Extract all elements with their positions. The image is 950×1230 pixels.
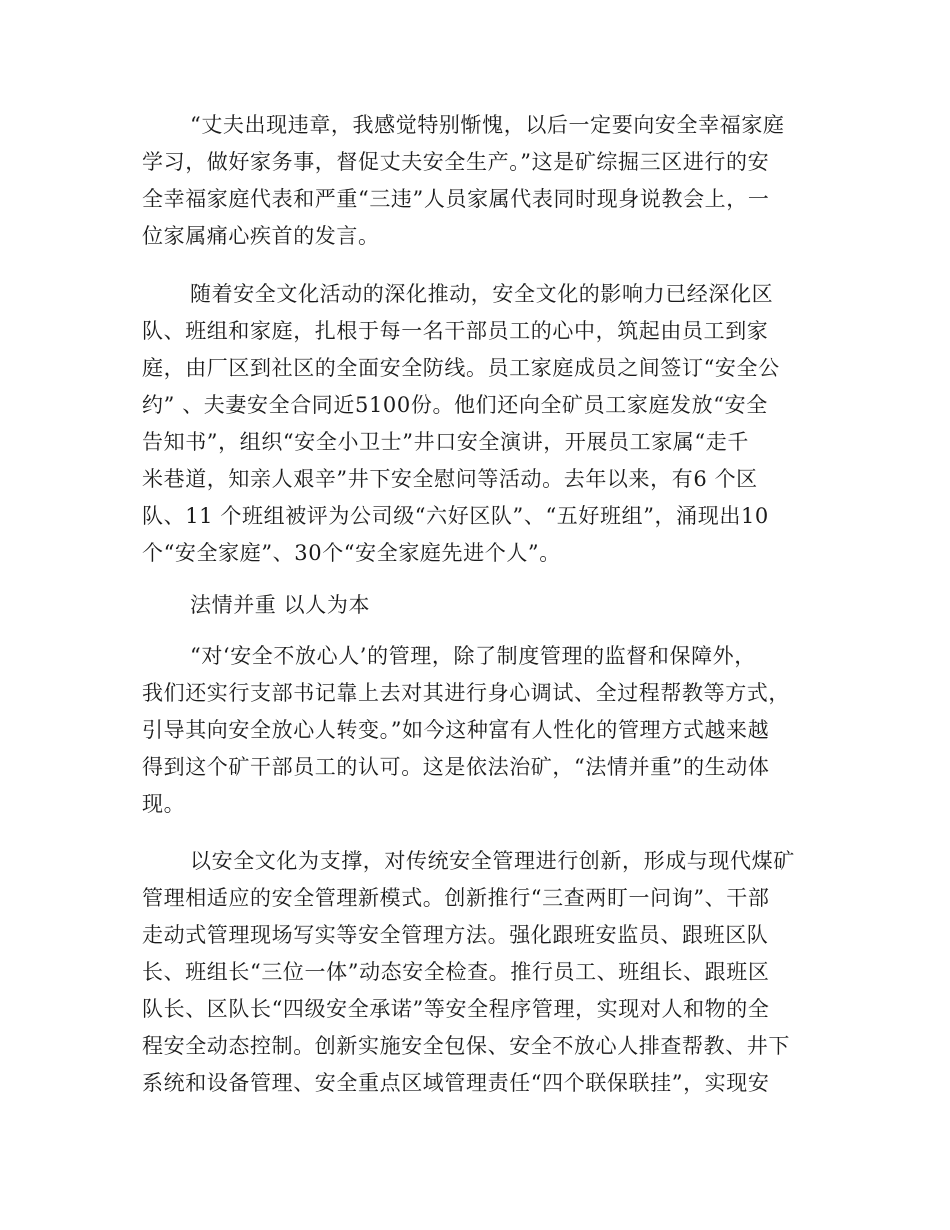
paragraph-1-line-2: 学习，做好家务事，督促丈夫安全生产。”这是矿综掘三区进行的安: [142, 150, 770, 174]
section-heading: 法情并重 以人为本: [190, 593, 371, 617]
paragraph-3-line-5: 现。: [142, 792, 186, 816]
paragraph-2-line-5: 告知书”，组织“安全小卫士”井口安全演讲，开展员工家属“走千: [142, 430, 749, 454]
paragraph-4-line-7: 系统和设备管理、安全重点区域管理责任“四个联保联挂”，实现安: [142, 1071, 770, 1095]
paragraph-1-line-4: 位家属痛心疾首的发言。: [142, 224, 380, 248]
paragraph-3-line-2: 我们还实行支部书记靠上去对其进行身心调试、全过程帮教等方式，: [142, 681, 790, 705]
paragraph-2-line-4: 约” 、夫妻安全合同近5100份。他们还向全矿员工家庭发放“安全: [142, 393, 768, 417]
paragraph-2-line-6: 米巷道，知亲人艰辛”井下安全慰问等活动。去年以来，有6 个区: [142, 467, 758, 491]
paragraph-4-line-5: 队长、区队长“四级安全承诺”等安全程序管理，实现对人和物的全: [142, 997, 770, 1021]
paragraph-2-line-3: 庭，由厂区到社区的全面安全防线。员工家庭成员之间签订“安全公: [142, 356, 780, 380]
paragraph-3-line-3: 引导其向安全放心人转变。”如今这种富有人性化的管理方式越来越: [142, 718, 770, 742]
paragraph-4-line-1: 以安全文化为支撑，对传统安全管理进行创新，形成与现代煤矿: [190, 849, 795, 873]
paragraph-2-line-1: 随着安全文化活动的深化推动，安全文化的影响力已经深化区: [190, 282, 774, 306]
paragraph-1-line-3: 全幸福家庭代表和严重“三违”人员家属代表同时现身说教会上，一: [142, 187, 770, 211]
paragraph-4-line-2: 管理相适应的安全管理新模式。创新推行“三查两盯一问询”、干部: [142, 886, 770, 910]
paragraph-3-line-4: 得到这个矿干部员工的认可。这是依法治矿，“法情并重”的生动体: [142, 755, 770, 779]
paragraph-1-line-1: “丈夫出现违章，我感觉特别惭愧，以后一定要向安全幸福家庭: [190, 113, 785, 137]
paragraph-4-line-3: 走动式管理现场写实等安全管理方法。强化跟班安监员、跟班区队: [142, 923, 769, 947]
paragraph-2-line-2: 队、班组和家庭，扎根于每一名干部员工的心中，筑起由员工到家: [142, 319, 769, 343]
paragraph-4-line-4: 长、班组长“三位一体”动态安全检查。推行员工、班组长、跟班区: [142, 960, 770, 984]
paragraph-3-line-1: “对‘安全不放心人’的管理，除了制度管理的监督和保障外，: [190, 644, 756, 668]
paragraph-2-line-8: 个“安全家庭”、30个“安全家庭先进个人”。: [142, 541, 561, 565]
paragraph-4-line-6: 程安全动态控制。创新实施安全包保、安全不放心人排查帮教、井下: [142, 1034, 790, 1058]
paragraph-2-line-7: 队、11 个班组被评为公司级“六好区队”、“五好班组”，涌现出10: [142, 504, 769, 528]
